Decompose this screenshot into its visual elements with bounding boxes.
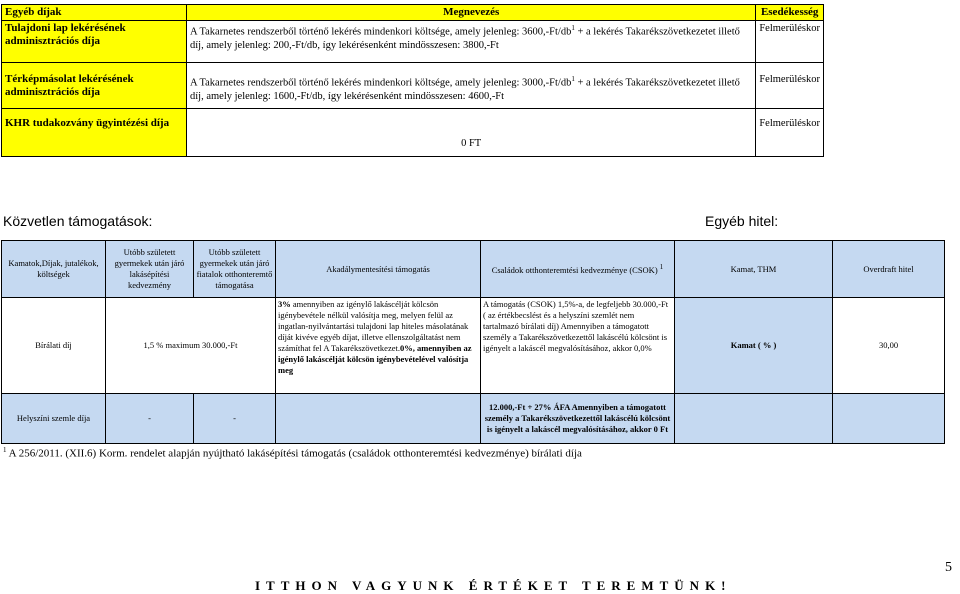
inspection-fee-youth: - xyxy=(194,394,276,444)
fees-table xyxy=(1,4,824,157)
support-header-accessibility: Akadálymentesítési támogatás xyxy=(276,241,481,298)
support-header-interest: Kamat, THM xyxy=(675,241,833,298)
support-header-youth-support: Utóbb született gyermekek után járó fiatalok otthonteremtő támogatása xyxy=(194,241,276,298)
inspection-fee-accessibility xyxy=(276,394,481,444)
fee-name-khr: KHR tudakozvány ügyintézési díja xyxy=(2,109,187,157)
review-fee-csok: A támogatás (CSOK) 1,5%-a, de legfeljebb 30.000,-Ft ( az értékbecslést és a helyszíni szemlét nem tartalmazó bírálati díj) Amennyiben a támogatott személy a Takarékszövetkezettől lakáscélú kölcsönt is igényelt a lakáscél megvalósításához, akkor 0,0% xyxy=(481,298,675,394)
fee-desc-khr: 0 FT xyxy=(187,109,756,157)
section-other-credit: Egyéb hitel: xyxy=(705,213,779,229)
inspection-fee-overdraft xyxy=(833,394,945,444)
support-header-csok: Családok otthonteremtési kedvezménye (CSOK) $^1$ xyxy=(481,241,675,298)
inspection-fee-label: Helyszíni szemle díja xyxy=(2,394,106,444)
fees-header-type: Egyéb díjak xyxy=(2,5,187,21)
support-header-fees: Kamatok,Díjak, jutalékok, költségek xyxy=(2,241,106,298)
review-fee-label: Bírálati díj xyxy=(2,298,106,394)
inspection-fee-housing: - xyxy=(106,394,194,444)
footnote: $^1$ A 256/2011. (XII.6) Korm. rendelet alapján nyújtható lakásépítési támogatás (családok otthonteremtési kedvezménye) bírálati díja xyxy=(3,446,582,460)
support-header-overdraft: Overdraft hitel xyxy=(833,241,945,298)
review-fee-interest: Kamat ( % ) xyxy=(675,298,833,394)
support-header-housing-allowance: Utóbb született gyermekek után járó lakásépítési kedvezmény xyxy=(106,241,194,298)
fees-header-due: Esedékesség xyxy=(756,5,824,21)
support-table xyxy=(1,240,945,444)
review-fee-accessibility: 3% amennyiben az igénylő lakáscélját kölcsön igénybevétele nélkül valósítja meg, melyen felül az ingatlan-nyilvántartási tulajdoni lap hiteles másolatának díját kivéve egyéb díjat, illetve ellenszolgáltatást nem számíthat fel A Takarékszövetkezet.0%, amennyiben az igénylő lakáscélját kölcsön igénybevételével valósítja meg xyxy=(276,298,481,394)
motto: ITTHON VAGYUNK ÉRTÉKET TEREMTÜNK! xyxy=(255,578,732,593)
review-fee-combined: 1,5 % maximum 30.000,-Ft xyxy=(106,298,276,394)
section-direct-support: Közvetlen támogatások: xyxy=(3,213,153,229)
inspection-fee-csok: 12.000,-Ft + 27% ÁFA Amennyiben a támogatott személy a Takarékszövetkezettől lakáscélú kölcsönt is igényelt a lakáscél megvalósításához, akkor 0 Ft xyxy=(481,394,675,444)
inspection-fee-interest xyxy=(675,394,833,444)
fee-due-map-copy: Felmerüléskor xyxy=(756,63,824,109)
fee-due-khr: Felmerüléskor xyxy=(756,109,824,157)
fee-name-title-deed: Tulajdoni lap lekérésének adminisztrációs díja xyxy=(2,21,187,63)
page-number: 5 xyxy=(945,560,952,575)
fee-name-map-copy: Térképmásolat lekérésének adminisztrációs díja xyxy=(2,63,187,109)
fee-desc-map-copy: A Takarnetes rendszerből történő lekérés mindenkori költsége, amely jelenleg: $3000,-Ft/db^1 + a$ lekérés Takarékszövetkezetet illető díj, amely jelenleg: 1600,-Ft/db, így lekérésenként mindösszesen: 4600,-Ft xyxy=(187,63,756,109)
fee-desc-title-deed: A Takarnetes rendszerből történő lekérés mindenkori költsége, amely jelenleg: $3600,-Ft/db^1 + a$ lekérés Takarékszövetkezetet illető díj, amely jelenleg: 200,-Ft/db, így lekérésenként mindösszesen: 3800,-Ft xyxy=(187,21,756,63)
fee-due-title-deed: Felmerüléskor xyxy=(756,21,824,63)
review-fee-overdraft: 30,00 xyxy=(833,298,945,394)
fees-header-name: Megnevezés xyxy=(187,5,756,21)
